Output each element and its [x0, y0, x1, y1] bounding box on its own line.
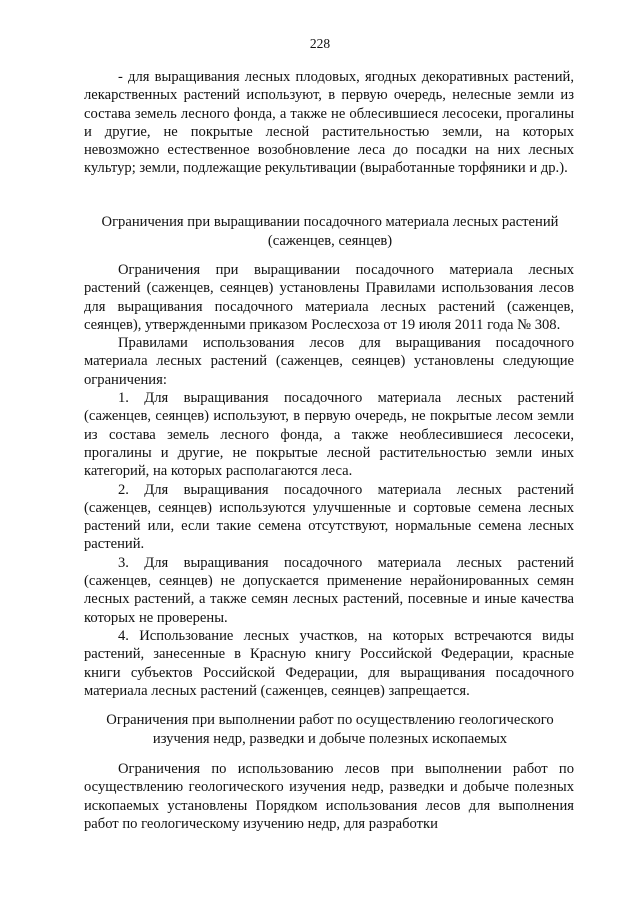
paragraph: Ограничения при выращивании посадочного материала лесных растений (саженцев, сеянцев) установлены Правилами использования лесов для выращивания посадочного материала лесных растений (саженцев, сеянцев), утвержденными приказом Рослесхоза от 19 июля 2011 года № 308. — [84, 262, 574, 333]
list-item: 2. Для выращивания посадочного материала лесных растений (саженцев, сеянцев) используются улучшенные и сортовые семена лесных растений или, если такие семена отсутствуют, нормальные семена лесных растений. — [84, 481, 574, 553]
paragraph: - для выращивания лесных плодовых, ягодных декоративных растений, лекарственных растений используют, в первую очередь, нелесные земли из состава земель лесного фонда, а также не облесившиеся лесосеки, прогалины и другие, не покрытые лесной растительностью земли, на которых невозможно естественное возобновление леса до посадки на них лесных культур; земли, подлежащие рекультивации (выработанные торфяники и др.). — [84, 69, 574, 177]
heading-line: Ограничения при выполнении работ по осуществлению геологического — [106, 712, 554, 728]
section-body-seedlings — [84, 261, 574, 700]
heading-line: Ограничения при выращивании посадочного материала лесных растений — [101, 214, 559, 230]
paragraph: Правилами использования лесов для выращивания посадочного материала лесных растений (саженцев, сеянцев) установлены следующие ограничения: — [84, 335, 574, 388]
top-paragraph-block — [84, 68, 574, 178]
paragraph: Ограничения по использованию лесов при выполнении работ по осуществлению геологического изучения недр, разведки и добыче полезных ископаемых установлены Порядком использования лесов для выполнения работ по геологическому изучению недр, для разработки — [84, 761, 574, 832]
section-body-geology — [84, 760, 574, 833]
heading-line: изучения недр, разведки и добыче полезных ископаемых — [152, 731, 508, 747]
list-item: 4. Использование лесных участков, на которых встречаются виды растений, занесенные в Красную книгу Российской Федерации, красные книги субъектов Российской Федерации, для выращивания посадочного материала лесных растений (саженцев, сеянцев) запрещается. — [84, 627, 574, 699]
list-item: 1. Для выращивания посадочного материала лесных растений (саженцев, сеянцев) используют, в первую очередь, не покрытые лесом земли из состава земель лесного фонда, а также необлесившиеся лесосеки, прогалины и другие, не покрытые лесной растительностью земли иных категорий, на которых располагаются леса. — [84, 390, 574, 480]
section-heading-geology — [70, 711, 590, 749]
page-number: 228 — [309, 36, 331, 51]
heading-line: (саженцев, сеянцев) — [267, 233, 393, 249]
section-heading-seedlings — [70, 213, 590, 251]
list-item: 3. Для выращивания посадочного материала лесных растений (саженцев, сеянцев) не допускается применение нерайонированных семян лесных растений, а также семян лесных растений, посевные и иные качества которых не проверены. — [84, 554, 574, 626]
